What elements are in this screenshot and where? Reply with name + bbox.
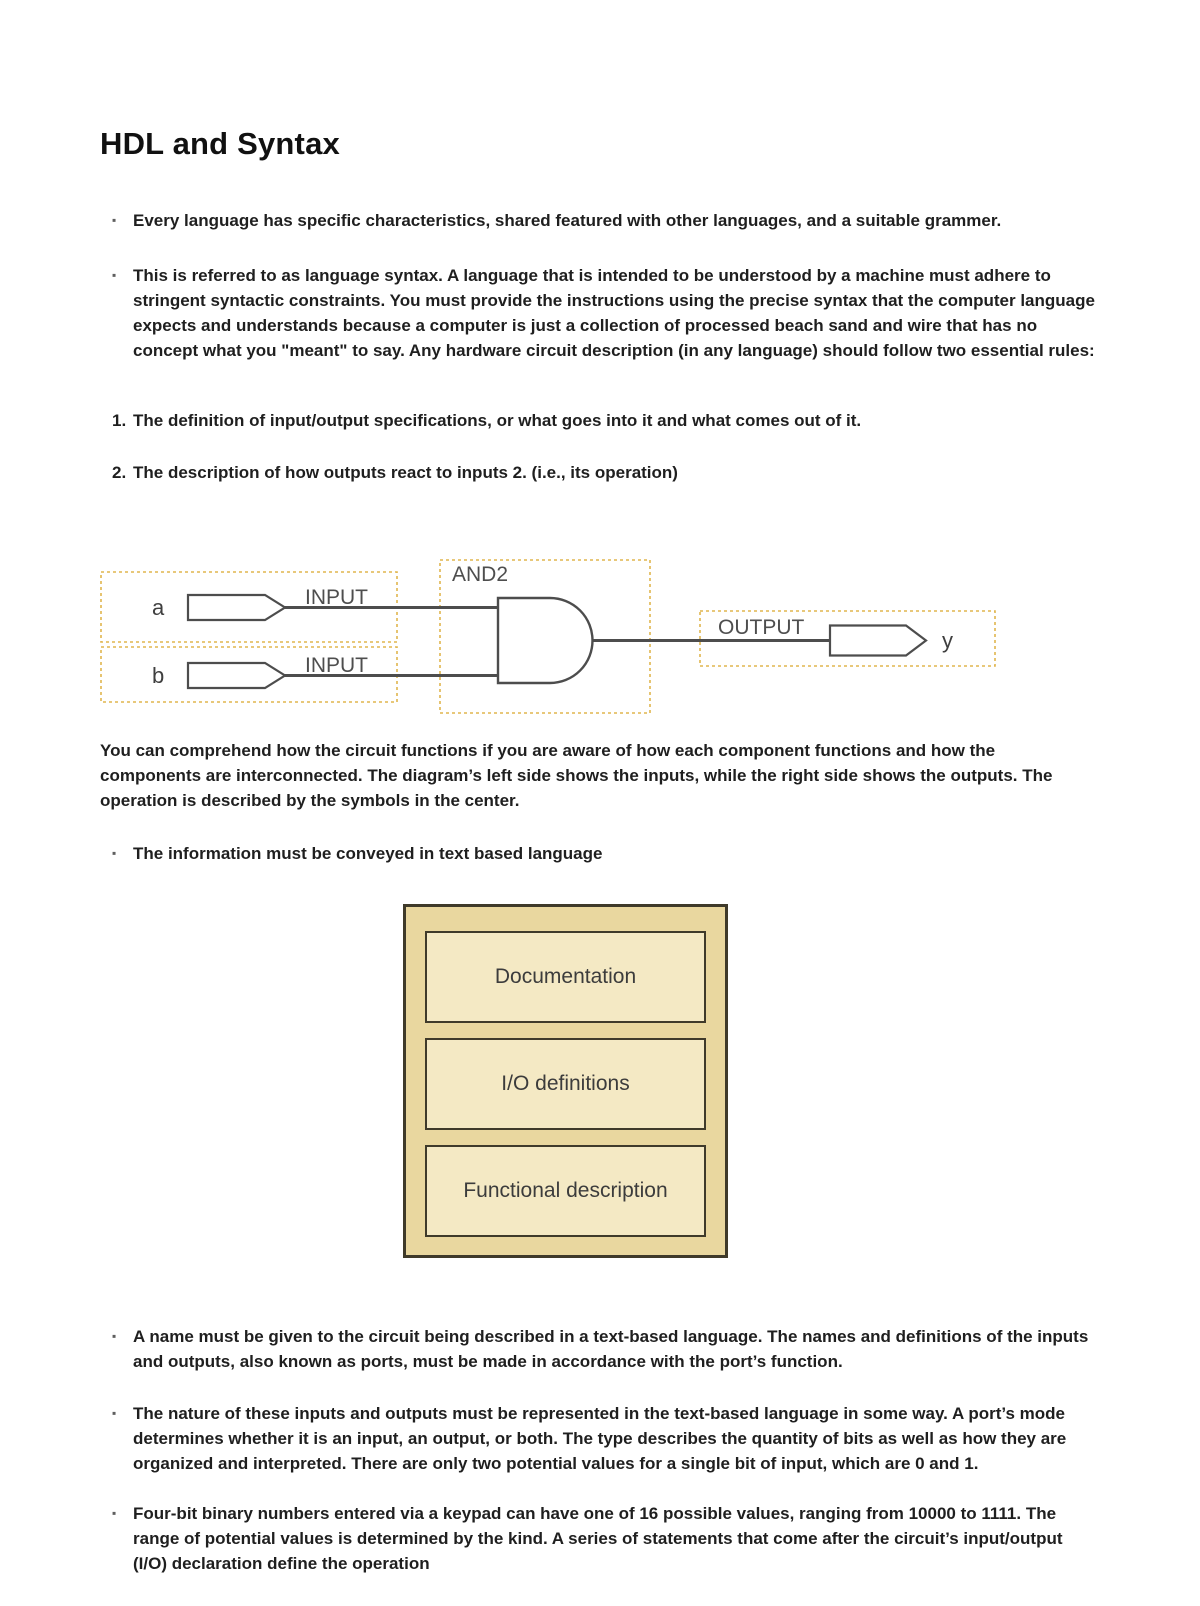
text-language-bullet-text: The information must be conveyed in text based language [133, 844, 603, 863]
documentation-box: Documentation [425, 931, 706, 1023]
bullet-square-icon: ▪ [112, 268, 117, 282]
bullet-square-icon: ▪ [112, 1329, 117, 1343]
intro-bullet-2 [100, 263, 1100, 363]
intro-bullet-2-text: This is referred to as language syntax. A language that is intended to be understood by a machine must adhere to stringent syntactic constraints. You must provide the instructions using the precise syntax that the computer language expects and understands because a computer is just a collection of processed beach sand and wire that has no concept what you "meant" to say. Any hardware circuit description (in any language) should follow two essential rules: [133, 266, 1095, 360]
closing-bullet-3 [100, 1501, 1100, 1576]
bullet-square-icon: ▪ [112, 1406, 117, 1420]
closing-bullets-section [100, 1324, 1100, 1576]
hdl-structure-outer-box [403, 904, 728, 1258]
intro-bullet-1 [100, 208, 1100, 233]
input-b-label: INPUT [305, 654, 368, 677]
input-port-b-arrow [188, 663, 285, 688]
closing-bullet-2 [100, 1401, 1100, 1476]
io-definitions-box: I/O definitions [425, 1038, 706, 1130]
closing-bullet-1 [100, 1324, 1100, 1374]
bullet-square-icon: ▪ [112, 1506, 117, 1520]
page-title: HDL and Syntax [100, 126, 340, 161]
text-language-bullet [100, 841, 1100, 866]
port-a-label: a [152, 595, 165, 620]
intro-bullet-1-text: Every language has specific characteristics, shared featured with other languages, and a suitable grammer. [133, 211, 1002, 230]
numbered-rule-1-text: The definition of input/output specifications, or what goes into it and what comes out of it. [133, 411, 862, 430]
numbered-rule-2-text: The description of how outputs react to inputs 2. (i.e., its operation) [133, 463, 678, 482]
and2-gate-label: AND2 [452, 563, 509, 586]
port-b-label: b [152, 663, 165, 688]
hdl-structure-diagram [403, 904, 1100, 1258]
port-y-label: y [942, 628, 953, 653]
list-number: 2. [112, 463, 127, 482]
bullet-square-icon: ▪ [112, 846, 117, 860]
output-label: OUTPUT [718, 616, 805, 639]
functional-description-box: Functional description [425, 1145, 706, 1237]
closing-bullet-3-text: Four-bit binary numbers entered via a keypad can have one of 16 possible values, ranging from 10000 to 1111. The range of potential values is determined by the kind. A series of statements that come after the circuit’s input/output (I/O) declaration define the operation [133, 1504, 1063, 1573]
and-gate-symbol [498, 598, 593, 683]
circuit-svg [100, 555, 1100, 725]
circuit-explanation-paragraph: You can comprehend how the circuit functions if you are aware of how each component functions and how the components are interconnected. The diagram’s left side shows the inputs, while the right side shows the outputs. The operation is described by the symbols in the center. [100, 741, 1053, 810]
list-number: 1. [112, 411, 127, 430]
bullet-square-icon: ▪ [112, 213, 117, 227]
output-port-arrow [830, 626, 926, 656]
closing-bullet-2-text: The nature of these inputs and outputs must be represented in the text-based language in some way. A port’s mode determines whether it is an input, an output, or both. The type describes the quantity of bits as well as how they are organized and interpreted. There are only two potential values for a single bit of input, which are 0 and 1. [133, 1404, 1067, 1473]
numbered-rule-2 [100, 460, 1100, 485]
input-port-a-arrow [188, 595, 285, 620]
numbered-rule-1 [100, 408, 1100, 433]
closing-bullet-1-text: A name must be given to the circuit being described in a text-based language. The names and definitions of the inputs and outputs, also known as ports, must be made in accordance with the port’s function. [133, 1327, 1089, 1371]
input-a-label: INPUT [305, 586, 368, 609]
and-gate-circuit-diagram [100, 555, 1100, 730]
